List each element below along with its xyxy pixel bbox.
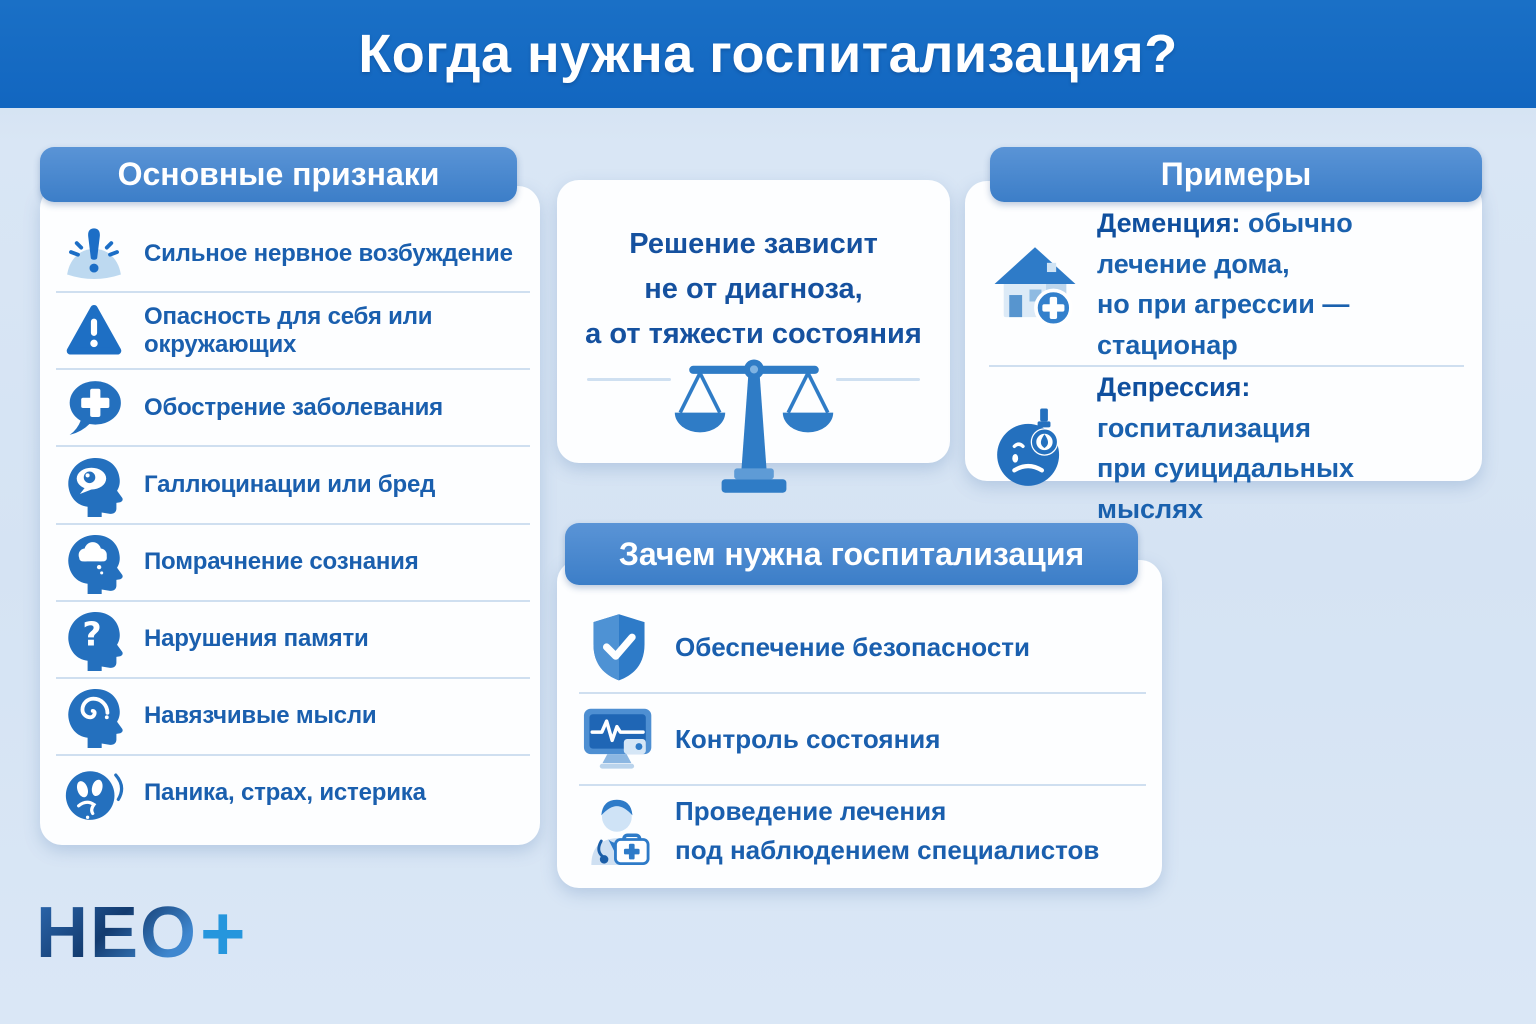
examples-panel-header [990,147,1482,202]
list-item [56,602,530,679]
header-bar [0,0,1536,108]
spiral-thoughts-icon [56,684,132,748]
decision-text [557,222,950,357]
example-text [1097,367,1464,529]
panic-face-icon [56,761,132,825]
examples-panel-title: Примеры [1160,156,1312,192]
logo-text: НЕО [36,893,199,973]
decision-line: не от диагноза, [644,272,863,305]
hallucination-head-icon [56,453,132,517]
reasons-panel-title: Зачем нужна госпитализация [618,535,1085,572]
list-item [579,694,1146,786]
list-item [56,370,530,447]
divider [587,378,671,381]
example-line2: но при агрессии — стационар [1097,289,1350,360]
list-item [579,602,1146,694]
neo-logo [36,889,246,977]
signs-panel-title: Основные признаки [117,156,440,192]
list-item [989,203,1464,367]
medical-bubble-icon [56,376,132,440]
example-line1: обычно лечение дома, [1097,208,1353,279]
home-care-icon [989,238,1081,330]
sign-label: Навязчивые мысли [144,702,377,730]
doctor-icon [579,792,659,870]
reason-text [675,720,940,759]
clouded-mind-icon [56,530,132,594]
alert-burst-icon [56,222,132,286]
list-item [56,293,530,370]
divider [836,378,920,381]
example-text [1097,203,1464,365]
decision-card [557,180,950,463]
reason-text [675,628,1030,667]
shield-check-icon [579,608,659,686]
example-term: Деменция: [1097,208,1241,238]
example-term: Депрессия: [1097,372,1251,402]
list-item [56,216,530,293]
reason-line2: под наблюдением специалистов [675,835,1100,865]
list-item [56,447,530,524]
svg-text:?: ? [82,614,102,654]
list-item [579,786,1146,876]
page-title: Когда нужна госпитализация? [358,24,1178,84]
depression-face-icon [989,402,1081,494]
warning-triangle-icon [56,299,132,363]
sign-label: Помрачнение сознания [144,548,419,576]
list-item [56,756,530,831]
signs-panel-header [40,147,517,202]
reasons-panel-header [565,523,1138,585]
list-item [56,679,530,756]
reason-line1: Контроль состояния [675,723,941,754]
monitor-ecg-icon [579,700,659,778]
example-line1: госпитализация [1097,412,1311,443]
sign-label: Сильное нервное возбуждение [144,239,513,267]
decision-line: а от тяжести состояния [585,317,922,350]
reason-line1: Проведение лечения [675,796,947,826]
list-item [56,525,530,602]
reason-text [675,792,1099,870]
sign-label: Опасность для себя или окружающих [144,302,433,358]
sign-label: Обострение заболевания [144,393,443,421]
reason-line1: Обеспечение безопасности [675,631,1031,662]
reasons-panel [557,560,1162,888]
scales-icon [664,355,844,475]
list-item [989,367,1464,529]
sign-label: Нарушения памяти [144,625,369,653]
example-line2: при суицидальных мыслях [1097,453,1355,524]
memory-question-icon [56,607,132,671]
sign-label: Галлюцинации или бред [144,470,436,498]
signs-panel [40,186,540,845]
sign-label: Паника, страх, истерика [144,779,426,807]
logo-plus-icon: + [200,889,246,977]
examples-panel [965,181,1482,524]
decision-line: Решение зависит [629,228,878,260]
